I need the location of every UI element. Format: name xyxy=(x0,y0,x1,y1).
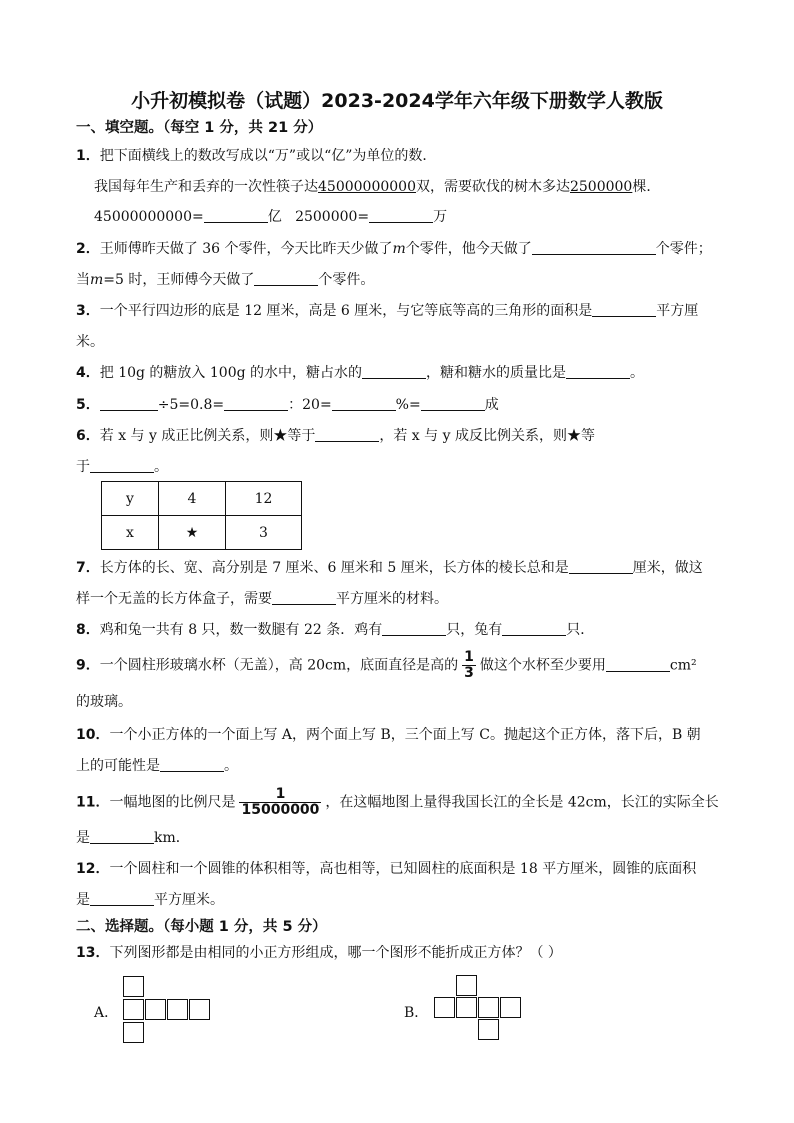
table-row xyxy=(102,482,302,516)
question-4: 4．把 10g 的糖放入 100g 的水中，糖占水的 ，糖和糖水的质量比是 。 xyxy=(76,365,645,381)
question-6-line-1: 6．若 x 与 y 成正比例关系，则★等于 ，若 x 与 y 成反比例关系，则★等 xyxy=(76,428,595,444)
question-3-line-1: 3．一个平行四边形的底是 12 厘米，高是 6 厘米，与它等底等高的三角形的面积是 平方厘 xyxy=(76,303,699,319)
answer-blank[interactable] xyxy=(90,458,154,473)
answer-blank[interactable] xyxy=(362,364,426,379)
page-title: 小升初模拟卷（试题）2023-2024学年六年级下册数学人教版 xyxy=(131,90,663,112)
question-13: 13．下列图形都是由相同的小正方形组成，哪一个图形不能折成正方体？（ ） xyxy=(76,945,562,961)
answer-blank[interactable] xyxy=(606,657,670,672)
answer-blank[interactable] xyxy=(532,240,656,255)
answer-blank[interactable] xyxy=(224,396,288,411)
answer-blank[interactable] xyxy=(369,208,433,223)
question-1-sentence: 我国每年生产和丢弃的一次性筷子达45000000000双，需要砍伐的树木多达2500000棵． xyxy=(94,179,661,195)
option-a-label[interactable]: A． xyxy=(94,1005,119,1021)
answer-blank[interactable] xyxy=(100,396,158,411)
question-5: 5． ÷5=0.8= ：20= %= 成 xyxy=(76,397,499,413)
answer-blank[interactable] xyxy=(90,891,154,906)
answer-blank[interactable] xyxy=(382,621,446,636)
map-scale-fraction: $\frac{1}{15000000}$ xyxy=(241,786,320,818)
option-b-label[interactable]: B． xyxy=(404,1005,429,1021)
question-3-line-2: 米。 xyxy=(76,334,104,350)
answer-blank[interactable] xyxy=(566,364,630,379)
section-multiple-choice-heading: 二、选择题。（每小题 1 分，共 5 分） xyxy=(76,919,327,935)
fraction-one-third: $\frac{1}{3}$ xyxy=(464,649,474,681)
question-7-line-2: 样一个无盖的长方体盒子，需要 平方厘米的材料。 xyxy=(76,591,448,607)
question-2-line-1: 2．王师傅昨天做了 36 个零件，今天比昨天少做了m个零件，他今天做了 个零件； xyxy=(76,241,712,257)
proportion-table xyxy=(101,481,302,550)
answer-blank[interactable] xyxy=(160,757,224,772)
question-9-line-2: 的玻璃。 xyxy=(76,694,132,710)
answer-blank[interactable] xyxy=(90,829,154,844)
answer-blank[interactable] xyxy=(315,427,379,442)
question-11-line-2: 是 km． xyxy=(76,830,190,846)
answer-blank[interactable] xyxy=(272,590,336,605)
answer-blank[interactable] xyxy=(332,396,396,411)
table-cell: x xyxy=(102,516,159,550)
table-cell: y xyxy=(102,482,159,516)
question-12-line-2: 是 平方厘米。 xyxy=(76,892,224,908)
table-cell: 12 xyxy=(226,482,302,516)
question-8: 8．鸡和兔一共有 8 只，数一数腿有 22 条．鸡有 只，兔有 只． xyxy=(76,622,595,638)
section-fill-blank-heading: 一、填空题。（每空 1 分，共 21 分） xyxy=(76,120,323,136)
answer-blank[interactable] xyxy=(592,302,656,317)
answer-blank[interactable] xyxy=(502,621,566,636)
question-6-line-2: 于 。 xyxy=(76,459,168,475)
question-12-line-1: 12．一个圆柱和一个圆锥的体积相等，高也相等，已知圆柱的底面积是 18 平方厘米，圆锥的底面积 xyxy=(76,861,697,877)
answer-blank[interactable] xyxy=(569,559,633,574)
question-9-line-1: 9．一个圆柱形玻璃水杯（无盖），高 20cm，底面直径是高的 $\frac{1}{3}$ 做这个水杯至少要用 cm² xyxy=(76,649,697,681)
table-cell: 3 xyxy=(226,516,302,550)
question-10-line-1: 10．一个小正方体的一个面上写 A，两个面上写 B，三个面上写 C。抛起这个正方体，落下后，B 朝 xyxy=(76,727,701,743)
question-7-line-1: 7．长方体的长、宽、高分别是 7 厘米、6 厘米和 5 厘米，长方体的棱长总和是 厘米，做这 xyxy=(76,560,703,576)
answer-blank[interactable] xyxy=(421,396,485,411)
question-10-line-2: 上的可能性是 。 xyxy=(76,758,238,774)
question-11-line-1: 11．一幅地图的比例尺是 $\frac{1}{15000000}$ ，在这幅地图上量得我国长江的全长是 42cm，长江的实际全长 xyxy=(76,786,719,818)
question-1-answers: 45000000000= 亿 2500000= 万 xyxy=(94,209,448,225)
question-2-line-2: 当m=5 时，王师傅今天做了 个零件。 xyxy=(76,272,375,288)
table-cell: 4 xyxy=(159,482,226,516)
table-cell: ★ xyxy=(159,516,226,550)
answer-blank[interactable] xyxy=(254,271,318,286)
table-row xyxy=(102,516,302,550)
question-1-stem: 1．把下面横线上的数改写成以“万”或以“亿”为单位的数． xyxy=(76,148,437,164)
answer-blank[interactable] xyxy=(204,208,268,223)
